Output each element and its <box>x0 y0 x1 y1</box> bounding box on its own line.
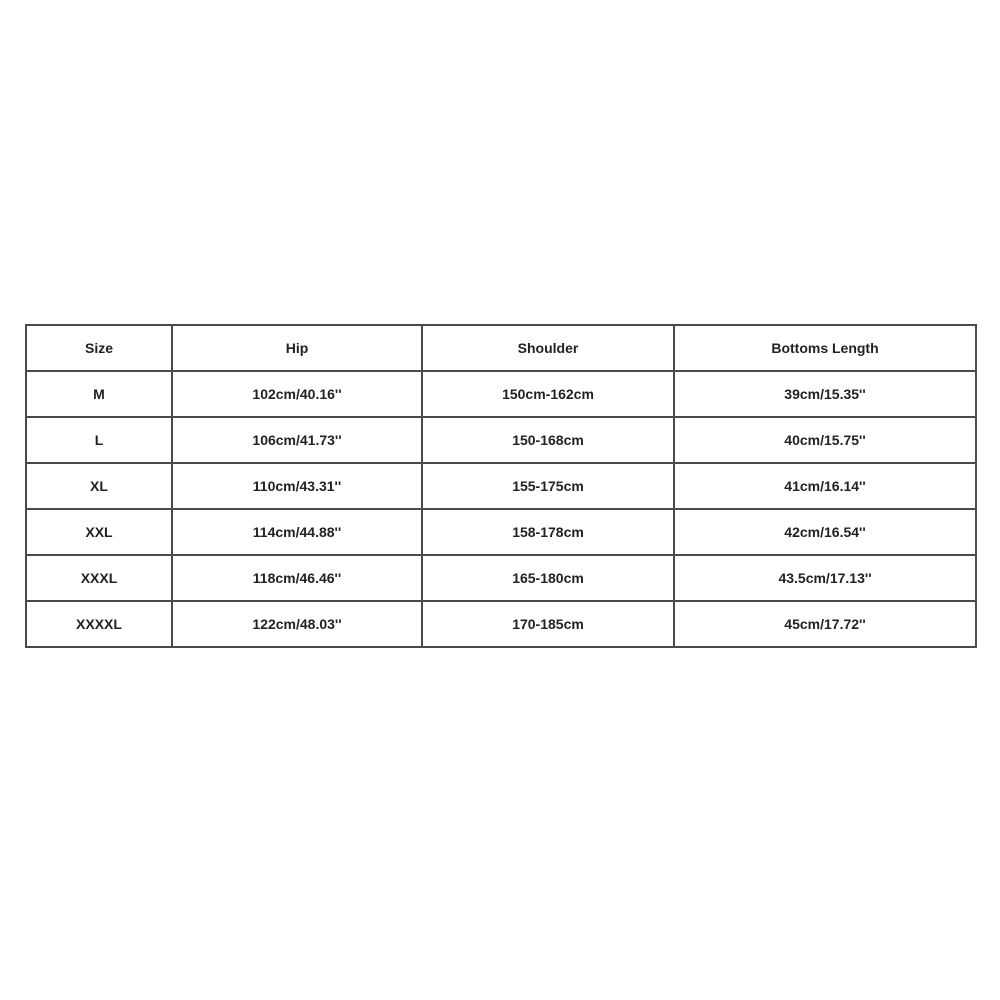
cell-shoulder: 150-168cm <box>422 417 674 463</box>
table-row <box>26 371 976 417</box>
cell-hip: 118cm/46.46'' <box>172 555 422 601</box>
cell-hip: 114cm/44.88'' <box>172 509 422 555</box>
table-row <box>26 417 976 463</box>
cell-bottoms-length: 45cm/17.72'' <box>674 601 976 647</box>
cell-bottoms-length: 43.5cm/17.13'' <box>674 555 976 601</box>
cell-hip: 102cm/40.16'' <box>172 371 422 417</box>
cell-hip: 106cm/41.73'' <box>172 417 422 463</box>
header-hip: Hip <box>172 325 422 371</box>
cell-bottoms-length: 39cm/15.35'' <box>674 371 976 417</box>
table-header-row <box>26 325 976 371</box>
table-row <box>26 463 976 509</box>
cell-bottoms-length: 41cm/16.14'' <box>674 463 976 509</box>
cell-size: XL <box>26 463 172 509</box>
cell-hip: 122cm/48.03'' <box>172 601 422 647</box>
table-row <box>26 509 976 555</box>
cell-shoulder: 170-185cm <box>422 601 674 647</box>
table-row <box>26 555 976 601</box>
cell-size: L <box>26 417 172 463</box>
cell-size: XXXL <box>26 555 172 601</box>
table-row <box>26 601 976 647</box>
header-bottoms-length: Bottoms Length <box>674 325 976 371</box>
header-shoulder: Shoulder <box>422 325 674 371</box>
cell-bottoms-length: 40cm/15.75'' <box>674 417 976 463</box>
cell-size: XXL <box>26 509 172 555</box>
cell-size: XXXXL <box>26 601 172 647</box>
cell-hip: 110cm/43.31'' <box>172 463 422 509</box>
cell-shoulder: 155-175cm <box>422 463 674 509</box>
cell-shoulder: 165-180cm <box>422 555 674 601</box>
cell-bottoms-length: 42cm/16.54'' <box>674 509 976 555</box>
cell-shoulder: 158-178cm <box>422 509 674 555</box>
size-chart-table <box>25 324 977 648</box>
header-size: Size <box>26 325 172 371</box>
cell-size: M <box>26 371 172 417</box>
cell-shoulder: 150cm-162cm <box>422 371 674 417</box>
